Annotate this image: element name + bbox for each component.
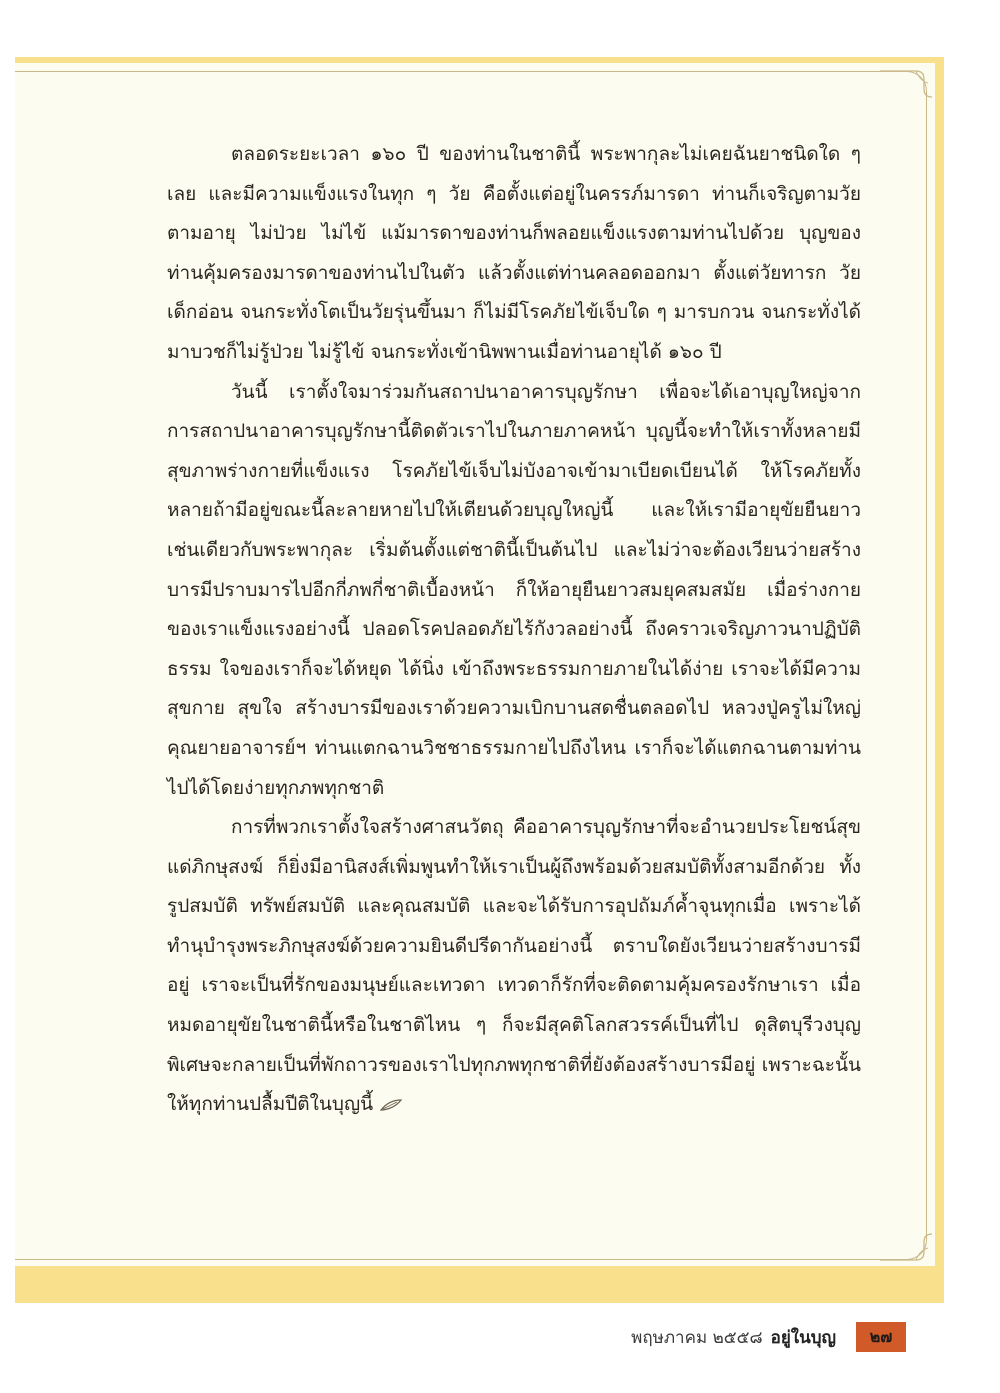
- paragraph: วันนี้ เราตั้งใจมาร่วมกันสถาปนาอาคารบุญรักษา เพื่อจะได้เอาบุญใหญ่จากการสถาปนาอาคารบุญรักษานี้ติดตัวเราไปในภายภาคหน้า บุญนี้จะทำให้เราทั้งหลายมีสุขภาพร่างกายที่แข็งแรง โรคภัยไข้เจ็บไม่บังอาจเข้ามาเบียดเบียนได้ ให้โรคภัยทั้งหลายถ้ามีอยู่ขณะนี้ละลายหายไปให้เตียนด้วยบุญใหญ่นี้ และให้เรามีอายุขัยยืนยาวเช่นเดียวกับพระพากุละ เริ่มต้นตั้งแต่ชาตินี้เป็นต้นไป และไม่ว่าจะต้องเวียนว่ายสร้างบารมีปราบมารไปอีกกี่ภพกี่ชาติเบื้องหน้า ก็ให้อายุยืนยาวสมยุคสมสมัย เมื่อร่างกายของเราแข็งแรงอย่างนี้ ปลอดโรคปลอดภัยไร้กังวลอย่างนี้ ถึงคราวเจริญภาวนาปฏิบัติธรรม ใจของเราก็จะได้หยุด ได้นิ่ง เข้าถึงพระธรรมกายภายในได้ง่าย เราจะได้มีความสุขกาย สุขใจ สร้างบารมีของเราด้วยความเบิกบานสดชื่นตลอดไป หลวงปู่ครูไม่ใหญ่ คุณยายอาจารย์ฯ ท่านแตกฉานวิชชาธรรมกายไปถึงไหน เราก็จะได้แตกฉานตามท่านไปได้โดยง่ายทุกภพทุกชาติ: [167, 380, 861, 799]
- issue-date: พฤษภาคม ๒๕๕๘: [631, 1327, 763, 1348]
- quill-leaf-icon: [379, 1098, 403, 1112]
- paragraph-text: การที่พวกเราตั้งใจสร้างศาสนวัตถุ คืออาคารบุญรักษาที่จะอำนวยประโยชน์สุขแด่ภิกษุสงฆ์ ก็ยิ่งมีอานิสงส์เพิ่มพูนทำให้เราเป็นผู้ถึงพร้อมด้วยสมบัติทั้งสามอีกด้วย ทั้งรูปสมบัติ ทรัพย์สมบัติ และคุณสมบัติ และจะได้รับการอุปถัมภ์ค้ำจุนทุกเมื่อ เพราะได้ทำนุบำรุงพระภิกษุสงฆ์ด้วยความยินดีปรีดากันอย่างนี้ ตราบใดยังเวียนว่ายสร้างบารมีอยู่ เราจะเป็นที่รักของมนุษย์และเทวดา เทวดาก็รักที่จะติดตามคุ้มครองรักษาเรา เมื่อหมดอายุขัยในชาตินี้หรือในชาติไหน ๆ ก็จะมีสุคติโลกสวรรค์เป็นที่ไป ดุสิตบุรีวงบุญพิเศษจะกลายเป็นที่พักถาวรของเราไปทุกภพทุกชาติที่ยังต้องสร้างบารมีอยู่ เพราะฉะนั้นให้ทุกท่านปลื้มปีติในบุญนี้: [167, 816, 861, 1116]
- article-body: [167, 135, 861, 1125]
- paragraph: ตลอดระยะเวลา ๑๖๐ ปี ของท่านในชาตินี้ พระพากุละไม่เคยฉันยาชนิดใด ๆ เลย และมีความแข็งแรงในทุก ๆ วัย คือตั้งแต่อยู่ในครรภ์มารดา ท่านก็เจริญตามวัยตามอายุ ไม่ป่วย ไม่ไข้ แม้มารดาของท่านก็พลอยแข็งแรงตามท่านไปด้วย บุญของท่านคุ้มครองมารดาของท่านไปในตัว แล้วตั้งแต่ท่านคลอดออกมา ตั้งแต่วัยทารก วัยเด็กอ่อน จนกระทั่งโตเป็นวัยรุ่นขึ้นมา ก็ไม่มีโรคภัยไข้เจ็บใด ๆ มารบกวน จนกระทั่งได้มาบวชก็ไม่รู้ป่วย ไม่รู้ไข้ จนกระทั่งเข้านิพพานเมื่อท่านอายุได้ ๑๖๐ ปี: [167, 143, 861, 363]
- corner-ornament-icon: [880, 1228, 936, 1268]
- page-number-badge: ๒๗: [856, 1322, 906, 1352]
- page-footer: [631, 1320, 906, 1354]
- paragraph: [167, 808, 861, 1125]
- corner-ornament-icon: [880, 63, 936, 123]
- magazine-title: อยู่ในบุญ: [770, 1327, 836, 1348]
